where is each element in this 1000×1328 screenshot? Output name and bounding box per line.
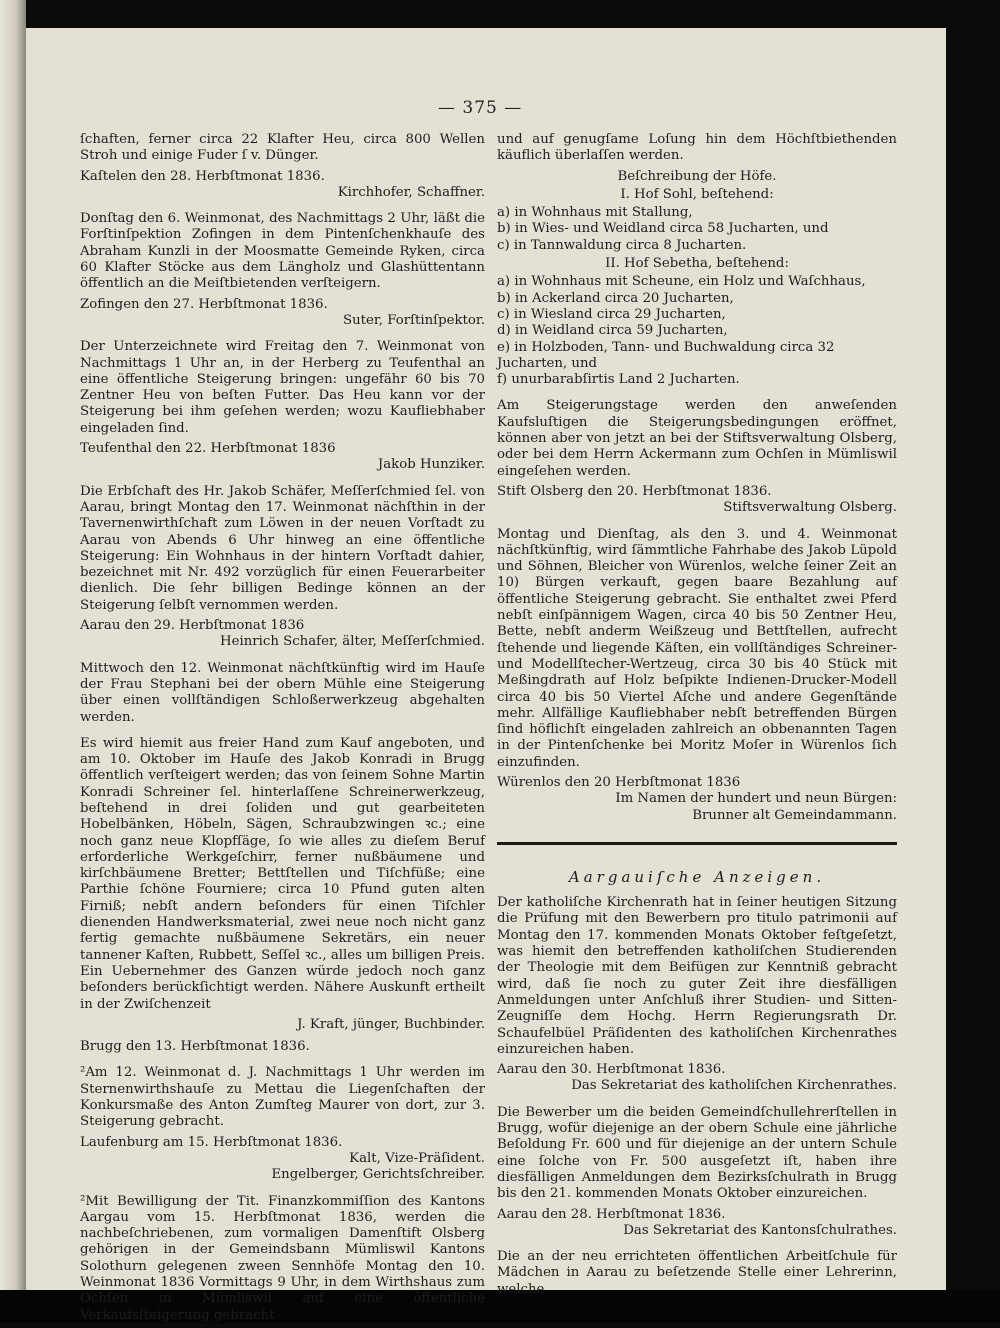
list-item: a) in Wohnhaus mit Scheune, ein Holz und Waſchhaus, (497, 274, 866, 290)
hof-title: I. Hof Sohl, beſtehend: (620, 186, 774, 202)
ad-text: und auf genugſame Loſung hin dem Höchſtbiethenden käuflich überlaſſen werden. (497, 132, 897, 164)
ad-signature: Jakob Hunziker. (377, 457, 485, 473)
ad-date: Teufenthal den 22. Herbſtmonat 1836 (80, 441, 336, 457)
hof-title: II. Hof Sebetha, beſtehend: (605, 256, 789, 272)
ad-text: Die Bewerber um die beiden Gemeindſchullehrerſtellen in Brugg, wofür diejenige an der obern Schule eine jährliche Beſoldung Fr. 600 und für diejenige an der untern Schule eine ſolche von Fr. 500 ausgeſetzt iſt, haben ihre diesfälligen Anmeldungen dem Bezirksſchulrath in Brugg bis den 21. kommenden Monats Oktober einzureichen. (497, 1104, 897, 1202)
ad-text: ſchaften, ferner circa 22 Klafter Heu, circa 800 Wellen Stroh und einige Fuder ſ v. Dünger. (80, 132, 485, 164)
ad-signature: Stiftsverwaltung Olsberg. (723, 500, 897, 516)
ad-date: Würenlos den 20 Herbſtmonat 1836 (497, 774, 741, 790)
ad-text: Der Unterzeichnete wird Freitag den 7. Weinmonat von Nachmittags 1 Uhr an, in der Herberg zu Teufenthal an eine öffentliche Steigerung bringen: ungefähr 60 bis 70 Zentner Heu von beſten Futter. Das Heu kann vor der Steigerung bei ihm geſehen werden; wozu Kaufliebhaber eingeladen ſind. (80, 339, 485, 436)
list-item: a) in Wohnhaus mit Stallung, (497, 205, 693, 221)
ad-signature: Das Sekretariat des katholiſchen Kirchenrathes. (571, 1078, 897, 1094)
ad-date: Aarau den 29. Herbſtmonat 1836 (80, 618, 305, 634)
ad-text: Mittwoch den 12. Weinmonat nächſtkünftig wird im Hauſe der Frau Stephani bei der obern Mühle eine Steigerung über einen vollſtändigen Schloßerwerkzeug abgehalten werden. (80, 660, 485, 725)
list-item: e) in Holzboden, Tann- und Buchwaldung circa 32 Jucharten, und (497, 339, 835, 371)
ad-date: Aarau den 28. Herbſtmonat 1836. (497, 1206, 726, 1222)
ad-text: Am Steigerungstage werden den anweſenden Kaufsluſtigen die Steigerungsbedingungen eröffnet, können aber von jetzt an bei der Stiftsverwaltung Olsberg, oder bei dem Herrn Ackermann zum Ochſen in Mümliswil eingeſehen werden. (497, 398, 897, 479)
section-title: Aargauiſche Anzeigen. (568, 867, 826, 886)
list-item: d) in Weidland circa 59 Jucharten, (497, 323, 728, 339)
list-item: f) unurbarabſirtis Land 2 Jucharten. (497, 372, 740, 388)
list-item: b) in Wies- und Weidland circa 58 Jucharten, und (497, 221, 829, 237)
ad-signature: Das Sekretariat des Kantonsſchulrathes. (623, 1222, 897, 1238)
list-item: c) in Wiesland circa 29 Jucharten, (497, 306, 726, 322)
ad-text: Donſtag den 6. Weinmonat, des Nachmittags 2 Uhr, läßt die Forſtinſpektion Zofingen in dem Pintenſchenkhauſe des Abraham Kunzli in der Moosmatte Gemeinde Ryken, circa 60 Klafter Stöcke aus dem Längholz und Glashüttentann öffentlich an die Meiſtbietenden verſteigern. (80, 211, 485, 292)
left-column (80, 132, 485, 1328)
list-item: c) in Tannwaldung circa 8 Jucharten. (497, 237, 747, 253)
right-column (497, 132, 897, 1302)
book-spine (0, 0, 26, 1323)
section-divider (497, 842, 897, 845)
list-item: b) in Ackerland circa 20 Jucharten, (497, 290, 734, 306)
ad-text: Die Erbſchaft des Hr. Jakob Schäfer, Meſſerſchmied ſel. von Aarau, bringt Montag den 17. Weinmonat nächſthin in der Tavernenwirthſchaft zum Löwen in der neuen Vorſtadt zu Aarau von Abends 6 Uhr hinweg an eine öffentliche Steigerung: Ein Wohnhaus in der hintern Vorſtadt dahier, bezeichnet mit Nr. 492 vorzüglich für einen Feuerarbeiter dienlich. Die ſehr billigen Bedinge können an der Steigerung ſelbſt vernommen werden. (80, 483, 485, 613)
ad-signature: Heinrich Schafer, älter, Meſſerſchmied. (219, 634, 485, 650)
ad-text: Montag und Dienſtag, als den 3. und 4. Weinmonat nächſtkünftig, wird ſämmtliche Fahrhabe des Jakob Lüpold und Söhnen, Bleicher von Würenlos, welche ſeiner Zeit an 10) Bürgen verkauft, gegen baare Bezahlung auf öffentliche Steigerung gebracht. Sie enthaltet zwei Pferd nebſt einſpännigem Wagen, circa 40 bis 50 Zentner Heu, Bette, nebſt anderm Weißzeug und Bettſtellen, aufrecht ſtehende und liegende Käſten, ein vollſtändiges Schreiner- und Modellſtecher-Wertzeug, circa 30 bis 40 Stück mit Meßingdrath auf Holz beſpikte Indienen-Drucker-Modell circa 40 bis 50 Viertel Aſche und andere Gegenſtände mehr. Allfällige Kaufliebhaber nebſt betreffenden Bürgen ſind höflichſt eingeladen zahlreich an obbenannten Tagen in der Pintenſchenke bei Moritz Moſer in Würenlos ſich einzufinden. (497, 526, 897, 770)
ad-signature: Brunner alt Gemeindammann. (692, 807, 897, 823)
ad-date: Aarau den 30. Herbſtmonat 1836. (497, 1062, 726, 1078)
ad-text: ²Mit Bewilligung der Tit. Finanzkommiſſion des Kantons Aargau vom 15. Herbſtmonat 1836, werden die nachbeſchriebenen, zum vormaligen Damenſtift Olsberg gehörigen in der Gemeindsbann Mümliswil Kantons Solothurn gelegenen zween Sennhöfe Montag den 10. Weinmonat 1836 Vormittags 9 Uhr, in dem Wirthshaus zum Ochſen in Mümliswil auf eine öffentliche Verkaufsſteigerung gebracht (80, 1193, 485, 1323)
ad-date: Kaſtelen den 28. Herbſtmonat 1836. (80, 168, 325, 184)
ad-text: Es wird hiemit aus freier Hand zum Kauf angeboten, und am 10. Oktober im Hauſe des Jakob Konradi in Brugg öffentlich verſteigert werden; das von ſeinem Sohne Martin Konradi Schreiner ſel. hinterlaſſene Schreinerwerkzeug, beſtehend in drei ſoliden und gut gearbeiteten Hobelbänken, Höbeln, Sägen, Schraubzwingen ꝛc.; eine noch ganz neue Klopfſäge, ſo wie alles zu dieſem Beruf erforderliche Werkgeſchirr, ferner nußbäumene und kirſchbäumene Bretter; Bettſtellen und Tiſchfüße; eine Parthie ſchöne Fourniere; circa 10 Pfund guten alten Firniß; nebſt andern beſonders für einen Tiſchler dienenden Handwerksmaterial, zwei neue noch nicht ganz fertig gemachte nußbäumene Sekretärs, ein neuer tannener Kaſten, Rubbett, Seſſel ꝛc., alles um billigen Preis. Ein Uebernehmer des Ganzen würde jedoch noch ganz beſonders berückſichtigt werden. Nähere Auskunft ertheilt in der Zwiſchenzeit (80, 735, 485, 1012)
ad-signature: Kirchhofer, Schaffner. (337, 184, 485, 200)
ad-signature: Engelberger, Gerichtsſchreiber. (271, 1167, 485, 1183)
ad-text: Die an der neu errichteten öffentlichen Arbeitſchule für Mädchen in Aarau zu beſetzende Stelle einer Lehrerinn, welche (497, 1249, 897, 1297)
ad-date: Zofingen den 27. Herbſtmonat 1836. (80, 296, 328, 312)
ad-date: Stift Olsberg den 20. Herbſtmonat 1836. (497, 483, 772, 499)
section-heading: Beſchreibung der Höfe. (617, 168, 777, 184)
ad-text: ²Am 12. Weinmonat d. J. Nachmittags 1 Uhr werden im Sternenwirthshauſe zu Mettau die Liegenſchaften der Konkursmaße des Anton Zumſteg Maurer von dort, zur 3. Steigerung gebracht. (80, 1065, 485, 1130)
page-number: — 375 — (438, 98, 523, 118)
ad-signature: Im Namen der hundert und neun Bürgen: (615, 791, 897, 807)
ad-date: Laufenburg am 15. Herbſtmonat 1836. (80, 1134, 343, 1150)
ad-text: Der katholiſche Kirchenrath hat in ſeiner heutigen Sitzung die Prüfung mit den Bewerbern pro titulo patrimonii auf Montag den 17. kommenden Monats Oktober feſtgeſetzt, was hiemit den betreffenden katholiſchen Studierenden der Theologie mit dem Beifügen zur Kenntniß gebracht wird, daß ſie noch zu guter Zeit ihre diesfälligen Anmeldungen unter Anſchluß ihrer Studien- und Sitten-Zeugniſſe dem Hochg. Herrn Regierungsrath Dr. Schaufelbüel Präſidenten des katholiſchen Kirchenrathes einzureichen haben. (497, 895, 897, 1057)
ad-signature: J. Kraft, jünger, Buchbinder. (297, 1016, 485, 1032)
ad-signature: Kalt, Vize-Präſident. (349, 1150, 485, 1166)
ad-signature: Suter, Forſtinſpektor. (342, 312, 485, 328)
ad-date: Brugg den 13. Herbſtmonat 1836. (80, 1039, 310, 1055)
